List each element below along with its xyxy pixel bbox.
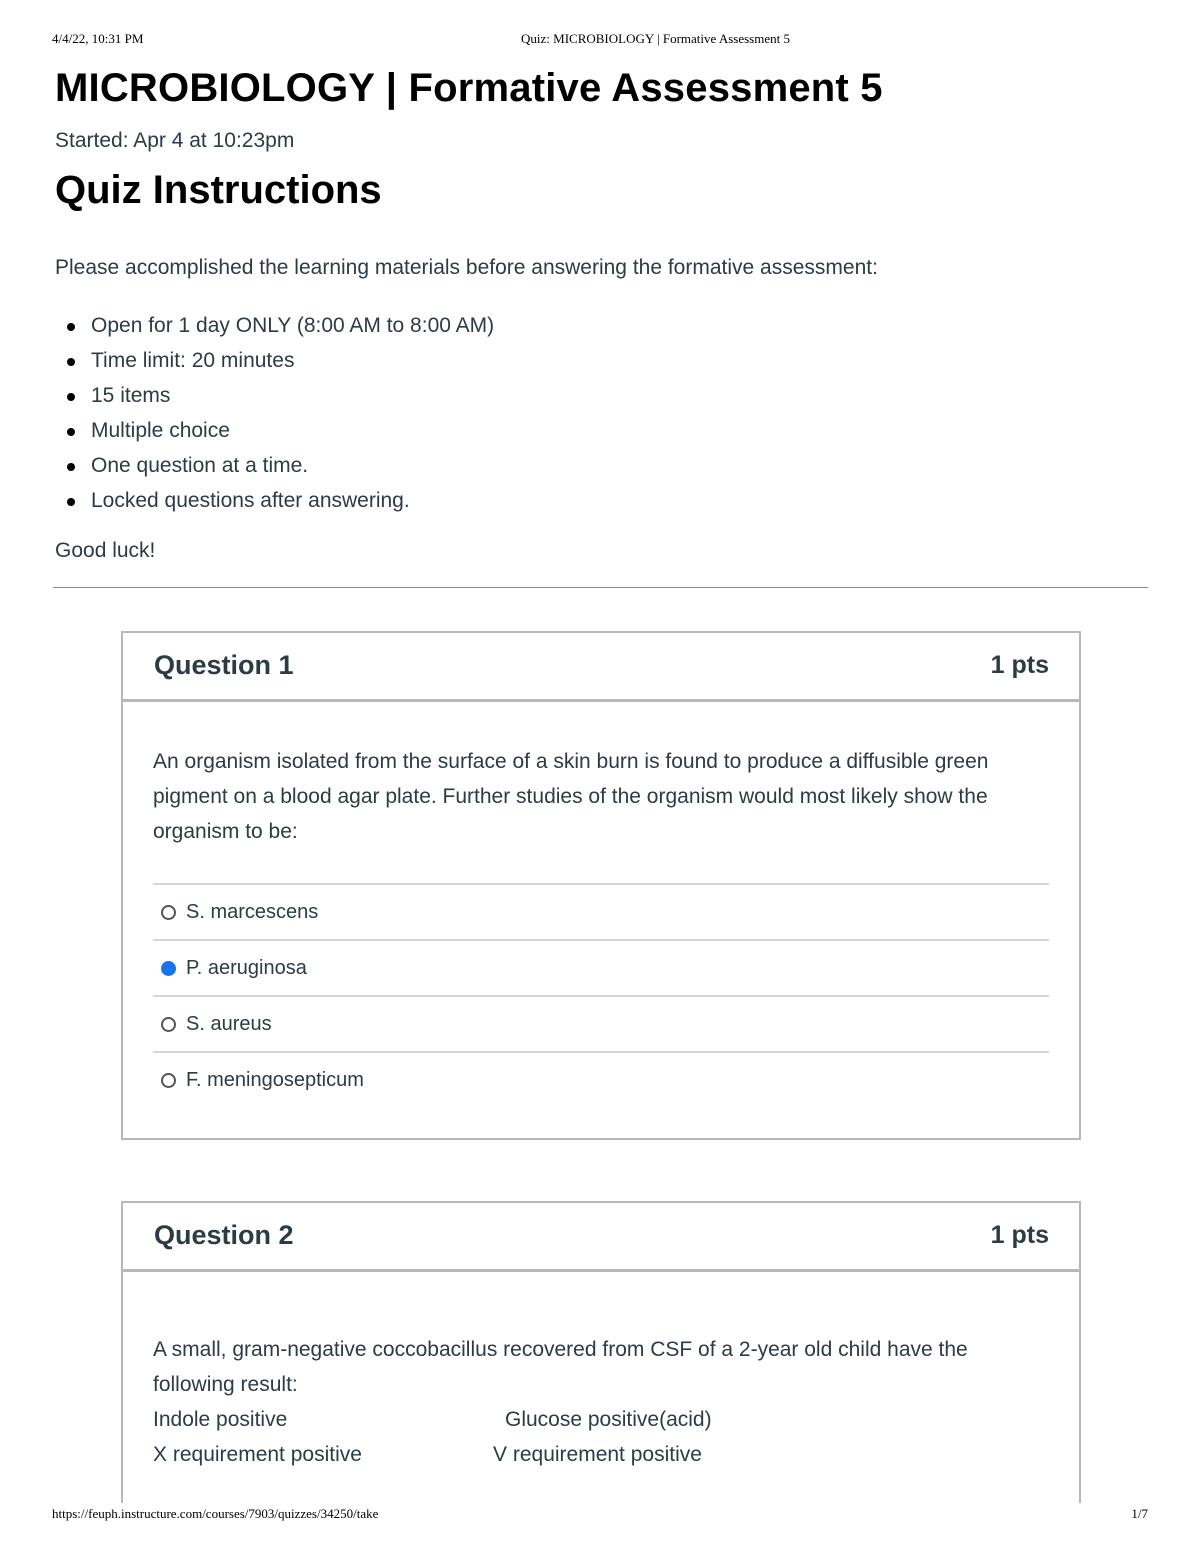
radio-button[interactable] <box>161 905 176 920</box>
result-cell: V requirement positive <box>493 1443 702 1466</box>
answer-label: S. aureus <box>186 1012 272 1035</box>
result-cell: Indole positive <box>153 1408 288 1431</box>
question-text: A small, gram-negative coccobacillus recovered from CSF of a 2-year old child have the following result: <box>153 1338 968 1396</box>
radio-button-selected[interactable] <box>161 961 176 976</box>
question-title: Question 2 <box>154 1220 294 1250</box>
print-header <box>0 31 1200 49</box>
rule-item: Multiple choice <box>91 413 1147 448</box>
question-1-card <box>121 631 1081 1140</box>
section-divider <box>53 587 1148 588</box>
result-cell: X requirement positive <box>153 1443 362 1466</box>
rule-item: Time limit: 20 minutes <box>91 343 1147 378</box>
question-points: 1 pts <box>990 651 1049 679</box>
answer-option[interactable] <box>153 941 1049 997</box>
question-header <box>123 633 1079 702</box>
question-points: 1 pts <box>990 1221 1049 1249</box>
rule-item: Locked questions after answering. <box>91 483 1147 518</box>
answer-label: S. marcescens <box>186 900 319 923</box>
question-body <box>123 702 1079 1107</box>
answer-option[interactable] <box>153 1053 1049 1107</box>
result-row <box>153 1402 1049 1437</box>
result-row <box>153 1437 1049 1472</box>
question-header <box>123 1203 1079 1272</box>
radio-button[interactable] <box>161 1017 176 1032</box>
question-2-card <box>121 1201 1081 1503</box>
started-time: Started: Apr 4 at 10:23pm <box>55 129 295 152</box>
quiz-header <box>55 62 1147 565</box>
page-url: https://feuph.instructure.com/courses/7903/quizzes/34250/take <box>52 1506 379 1521</box>
page-number: 1/7 <box>1131 1506 1148 1521</box>
print-footer <box>0 1506 1200 1524</box>
answer-list <box>153 883 1049 1107</box>
result-cell: Glucose positive(acid) <box>505 1408 712 1431</box>
instructions-title: Quiz Instructions <box>55 168 382 212</box>
answer-label: P. aeruginosa <box>186 956 307 979</box>
question-text: An organism isolated from the surface of a skin burn is found to produce a diffusible green pigment on a blood agar plate. Further studies of the organism would most likely show the organism to be: <box>153 750 989 843</box>
answer-label: F. meningosepticum <box>186 1068 364 1091</box>
rules-list <box>55 308 1147 518</box>
rule-item: Open for 1 day ONLY (8:00 AM to 8:00 AM) <box>91 308 1147 343</box>
print-datetime: 4/4/22, 10:31 PM <box>52 31 144 46</box>
rule-item: One question at a time. <box>91 448 1147 483</box>
print-doc-title: Quiz: MICROBIOLOGY | Formative Assessment 5 <box>521 31 790 46</box>
page-title: MICROBIOLOGY | Formative Assessment 5 <box>55 66 883 110</box>
answer-option[interactable] <box>153 997 1049 1053</box>
radio-button[interactable] <box>161 1073 176 1088</box>
instructions-intro: Please accomplished the learning materials before answering the formative assessment: <box>55 256 878 279</box>
closing-text: Good luck! <box>55 539 156 562</box>
question-title: Question 1 <box>154 650 294 680</box>
question-body <box>123 1272 1079 1472</box>
answer-option[interactable] <box>153 885 1049 941</box>
rule-item: 15 items <box>91 378 1147 413</box>
